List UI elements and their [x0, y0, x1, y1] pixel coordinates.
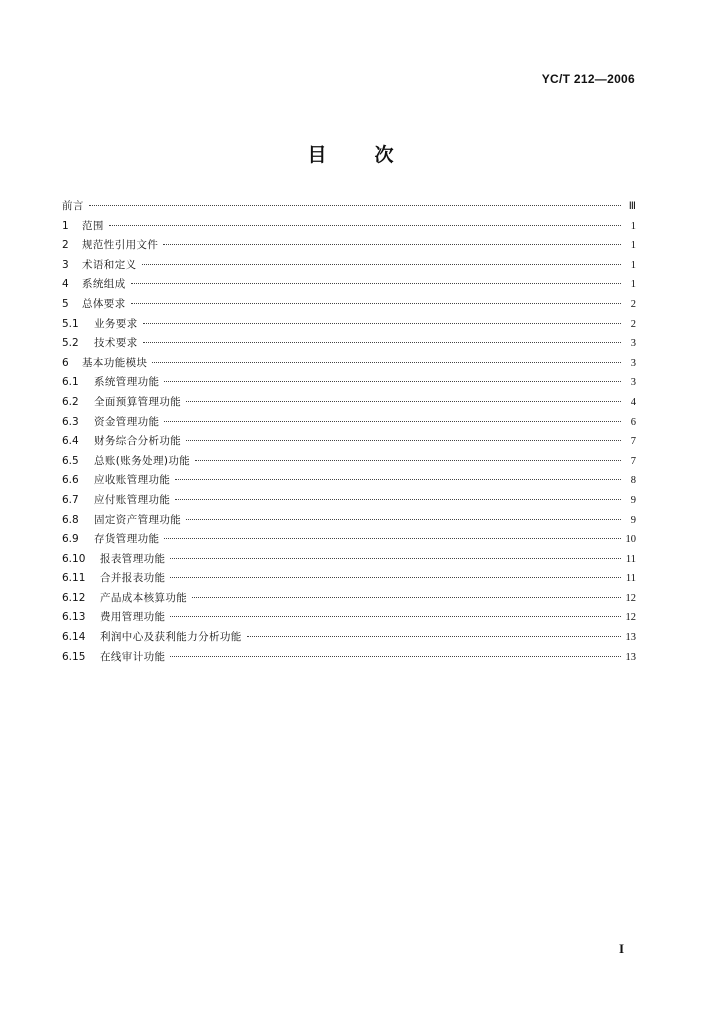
- toc-entry-number: 6.15: [62, 650, 86, 663]
- page-number: I: [618, 941, 624, 956]
- toc-entry-title: 技术要求: [94, 337, 138, 350]
- toc-entry[interactable]: [62, 530, 636, 550]
- toc-entry-number: 1: [62, 219, 69, 232]
- toc-entry[interactable]: [62, 413, 636, 433]
- dot-leader: [164, 381, 621, 382]
- toc-entry-number: 6.9: [62, 533, 79, 546]
- toc-entry-title: 固定资产管理功能: [94, 513, 182, 526]
- toc-heading-char-1: 目: [307, 144, 327, 166]
- toc-entry-number: 4: [62, 278, 69, 291]
- toc-entry-title: 应收账管理功能: [94, 474, 171, 487]
- toc-entry-page: 1: [630, 240, 636, 252]
- toc-entry-number: 5.2: [62, 337, 79, 350]
- toc-entry-title: 应付账管理功能: [94, 493, 171, 506]
- toc-entry-page: 2: [630, 318, 636, 330]
- toc-entry[interactable]: [62, 608, 636, 628]
- dot-leader: [170, 656, 620, 657]
- toc-entry-title: 合并报表功能: [100, 572, 166, 585]
- toc-entry-number: 6.6: [62, 474, 79, 487]
- dot-leader: [89, 205, 621, 206]
- toc-entry-number: 2: [62, 239, 69, 252]
- toc-entry[interactable]: [62, 550, 636, 570]
- toc-entry-title: 总账(账务处理)功能: [94, 454, 191, 467]
- toc-entry-page: Ⅲ: [628, 201, 636, 212]
- toc-entry-page: 4: [630, 396, 636, 408]
- toc-entry-title: 全面预算管理功能: [94, 395, 182, 408]
- toc-entry-title: 基本功能模块: [82, 356, 148, 369]
- toc-entry-number: 6.7: [62, 493, 79, 506]
- toc-entry-page: 12: [625, 592, 636, 604]
- toc-entry-page: 1: [630, 220, 636, 232]
- toc-entry-page: 13: [625, 632, 636, 644]
- toc-entry-page: 11: [625, 573, 636, 585]
- toc-entry-number: 6.3: [62, 415, 79, 428]
- dot-leader: [170, 616, 620, 617]
- toc-entry-number: 6.4: [62, 435, 79, 448]
- toc-entry[interactable]: [62, 197, 636, 217]
- dot-leader: [195, 460, 621, 461]
- toc-entry-number: 3: [62, 258, 69, 271]
- toc-entry-page: 1: [630, 259, 636, 271]
- dot-leader: [186, 440, 621, 441]
- toc-entry-number: 5: [62, 297, 69, 310]
- toc-entry-page: 3: [630, 338, 636, 350]
- dot-leader: [175, 479, 621, 480]
- toc-entry-page: 7: [630, 455, 636, 467]
- toc-entry-page: 13: [625, 651, 636, 663]
- dot-leader: [163, 244, 621, 245]
- toc-entry-number: 5.1: [62, 317, 79, 330]
- toc-entry-page: 1: [630, 279, 636, 291]
- dot-leader: [186, 401, 621, 402]
- toc-entry-title: 业务要求: [94, 317, 138, 330]
- toc-entry-title: 利润中心及获利能力分析功能: [100, 631, 242, 644]
- dot-leader: [152, 362, 621, 363]
- toc-entry[interactable]: [62, 491, 636, 511]
- toc-entry-title: 系统组成: [82, 278, 126, 291]
- toc-entry-number: 6.2: [62, 395, 79, 408]
- toc-entry-number: 6: [62, 356, 69, 369]
- toc-entry-page: 11: [625, 553, 636, 565]
- toc-heading-char-2: 次: [374, 144, 394, 166]
- toc-entry-number: 6.5: [62, 454, 79, 467]
- toc-heading: [0, 140, 701, 167]
- toc-entry-number: 6.10: [62, 552, 86, 565]
- toc-entry-page: 12: [625, 612, 636, 624]
- toc-entry-title: 费用管理功能: [100, 611, 166, 624]
- toc-entry[interactable]: [62, 334, 636, 354]
- dot-leader: [170, 558, 620, 559]
- table-of-contents: [62, 197, 636, 667]
- toc-entry-number: 6.1: [62, 376, 79, 389]
- toc-entry-title: 报表管理功能: [100, 552, 166, 565]
- toc-entry-title: 前言: [62, 200, 84, 212]
- dot-leader: [175, 499, 621, 500]
- toc-entry-title: 总体要求: [82, 297, 126, 310]
- toc-entry[interactable]: [62, 315, 636, 335]
- toc-entry[interactable]: [62, 354, 636, 374]
- toc-entry-page: 3: [630, 377, 636, 389]
- toc-entry[interactable]: [62, 393, 636, 413]
- toc-entry-title: 范围: [82, 219, 104, 232]
- dot-leader: [131, 283, 621, 284]
- toc-entry[interactable]: [62, 275, 636, 295]
- dot-leader: [164, 538, 620, 539]
- toc-entry[interactable]: [62, 511, 636, 531]
- toc-entry-number: 6.14: [62, 631, 86, 644]
- dot-leader: [164, 421, 621, 422]
- toc-entry-title: 术语和定义: [82, 258, 137, 271]
- toc-entry[interactable]: [62, 236, 636, 256]
- toc-entry-title: 规范性引用文件: [82, 239, 159, 252]
- dot-leader: [109, 225, 621, 226]
- toc-entry-title: 产品成本核算功能: [100, 591, 188, 604]
- toc-entry[interactable]: [62, 373, 636, 393]
- toc-entry-page: 9: [630, 494, 636, 506]
- toc-entry-number: 6.8: [62, 513, 79, 526]
- toc-entry-title: 系统管理功能: [94, 376, 160, 389]
- dot-leader: [247, 636, 621, 637]
- toc-entry[interactable]: [62, 432, 636, 452]
- dot-leader: [186, 519, 621, 520]
- toc-entry-page: 7: [630, 436, 636, 448]
- toc-entry[interactable]: [62, 471, 636, 491]
- dot-leader: [143, 342, 621, 343]
- toc-entry-number: 6.12: [62, 591, 86, 604]
- toc-entry[interactable]: [62, 452, 636, 472]
- dot-leader: [142, 264, 622, 265]
- toc-entry-title: 资金管理功能: [94, 415, 160, 428]
- toc-entry-page: 10: [625, 534, 636, 546]
- toc-entry[interactable]: [62, 589, 636, 609]
- toc-entry-number: 6.13: [62, 611, 86, 624]
- toc-entry-page: 2: [630, 298, 636, 310]
- toc-entry[interactable]: [62, 256, 636, 276]
- toc-entry[interactable]: [62, 295, 636, 315]
- toc-entry-title: 财务综合分析功能: [94, 435, 182, 448]
- toc-entry-page: 6: [630, 416, 636, 428]
- dot-leader: [170, 577, 620, 578]
- toc-entry[interactable]: [62, 648, 636, 668]
- toc-entry[interactable]: [62, 217, 636, 237]
- toc-entry-title: 存货管理功能: [94, 533, 160, 546]
- toc-entry-title: 在线审计功能: [100, 650, 166, 663]
- document-code: YC/T 212—2006: [541, 72, 635, 86]
- dot-leader: [192, 597, 620, 598]
- toc-entry-page: 9: [630, 514, 636, 526]
- toc-entry-page: 8: [630, 475, 636, 487]
- toc-entry-number: 6.11: [62, 572, 86, 585]
- dot-leader: [143, 323, 621, 324]
- dot-leader: [131, 303, 621, 304]
- toc-entry[interactable]: [62, 628, 636, 648]
- toc-entry[interactable]: [62, 569, 636, 589]
- toc-entry-page: 3: [630, 357, 636, 369]
